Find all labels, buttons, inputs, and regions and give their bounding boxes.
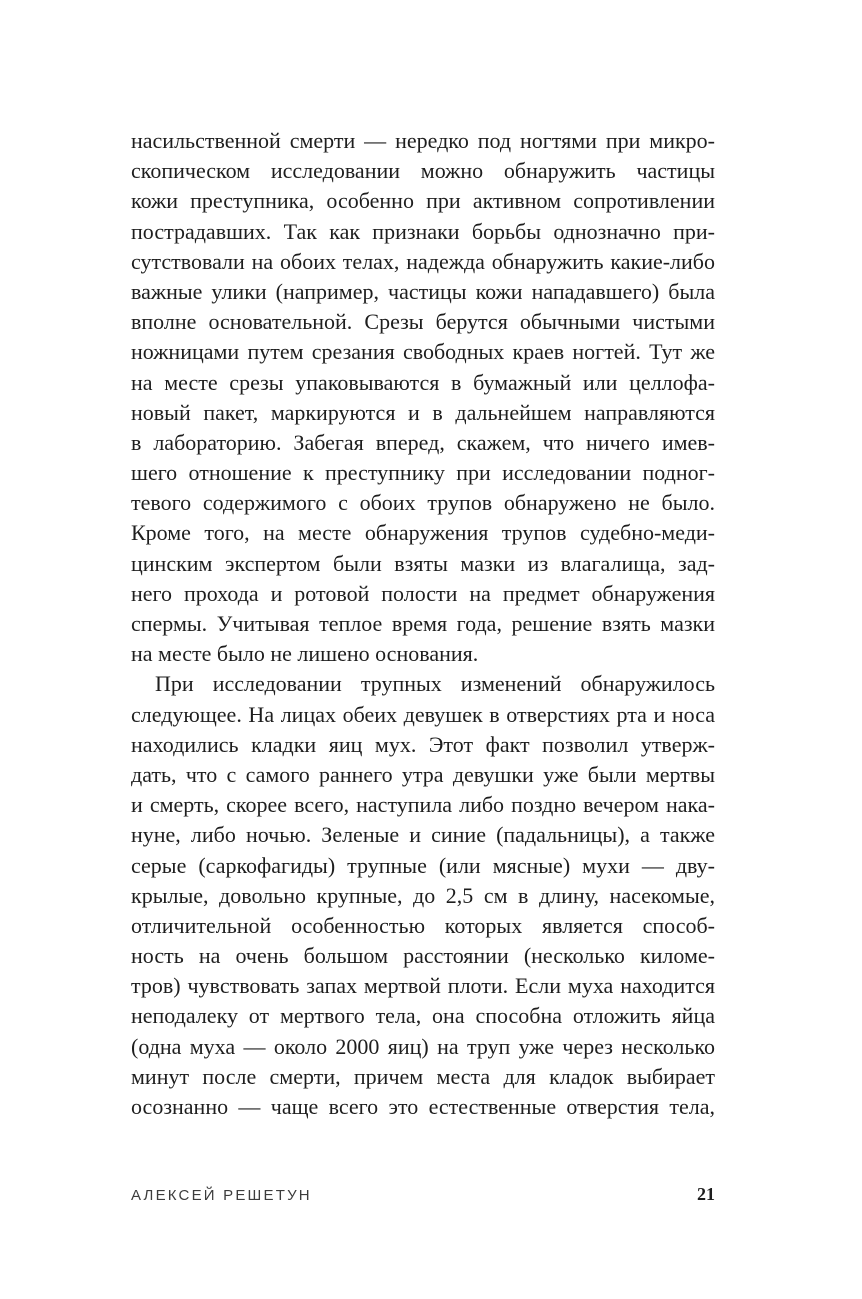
text-line: минут после смерти, причем места для кладок выбирает: [131, 1063, 715, 1089]
text-line: ножницами путем срезания свободных краев ногтей. Тут же: [131, 339, 715, 365]
text-line: шего отношение к преступнику при исследовании подног-: [131, 460, 715, 486]
text-line: При исследовании трупных изменений обнаружилось: [155, 671, 715, 697]
text-line: сутствовали на обоих телах, надежда обнаружить какие-либо: [131, 248, 715, 274]
text-line: вполне основательной. Срезы берутся обычными чистыми: [131, 309, 715, 335]
text-line: спермы. Учитывая теплое время года, решение взять мазки: [131, 611, 715, 636]
text-line: на месте срезы упаковываются в бумажный или целлофа-: [131, 369, 715, 395]
text-line: (одна муха — около 2000 яиц) на труп уже через несколько: [131, 1033, 715, 1059]
text-line: в лабораторию. Забегая вперед, скажем, что ничего имев-: [131, 429, 715, 455]
text-line: важные улики (например, частицы кожи нападавшего) была: [131, 278, 715, 304]
text-line: находились кладки яиц мух. Этот факт позволил утверж-: [131, 731, 715, 757]
text-line: пострадавших. Так как признаки борьбы однозначно при-: [131, 218, 715, 244]
text-line: нуне, либо ночью. Зеленые и синие (падальницы), а также: [131, 822, 715, 848]
text-line: него прохода и ротовой полости на предмет обнаружения: [131, 580, 715, 606]
text-line: крылые, довольно крупные, до 2,5 см в длину, насекомые,: [131, 882, 715, 908]
text-line: и смерть, скорее всего, наступила либо поздно вечером нака-: [131, 792, 715, 818]
text-line: тевого содержимого с обоих трупов обнаружено не было.: [131, 490, 715, 516]
text-line: скопическом исследовании можно обнаружить частицы: [131, 158, 715, 184]
text-line: насильственной смерти — нередко под ногтями при микро-: [131, 128, 715, 153]
text-line: отличительной особенностью которых является способ-: [131, 912, 715, 938]
text-line: тров) чувствовать запах мертвой плоти. Если муха находится: [131, 973, 715, 999]
footer-page-number: 21: [697, 1184, 715, 1204]
text-line: дать, что с самого раннего утра девушки уже были мертвы: [131, 761, 715, 787]
text-line: серые (саркофагиды) трупные (или мясные) мухи — дву-: [131, 852, 715, 878]
footer-author: АЛЕКСЕЙ РЕШЕТУН: [131, 1187, 312, 1204]
paragraph: [131, 126, 715, 669]
text-line: кожи преступника, особенно при активном сопротивлении: [131, 188, 715, 214]
text-line: новый пакет, маркируются и в дальнейшем направляются: [131, 399, 715, 425]
body-text: [131, 126, 715, 1122]
text-line: цинским экспертом были взяты мазки из влагалища, зад-: [131, 550, 715, 576]
text-line: Кроме того, на месте обнаружения трупов судебно-меди-: [131, 520, 715, 546]
text-line: следующее. На лицах обеих девушек в отверстиях рта и носа: [131, 701, 715, 727]
text-line: на месте было не лишено основания.: [131, 641, 479, 667]
text-line: осознанно — чаще всего это естественные отверстия тела,: [131, 1094, 715, 1119]
text-line: ность на очень большом расстоянии (несколько киломе-: [131, 943, 715, 969]
paragraph: [131, 669, 715, 1122]
text-line: неподалеку от мертвого тела, она способна отложить яйца: [131, 1003, 715, 1029]
page-footer: [131, 1184, 715, 1205]
